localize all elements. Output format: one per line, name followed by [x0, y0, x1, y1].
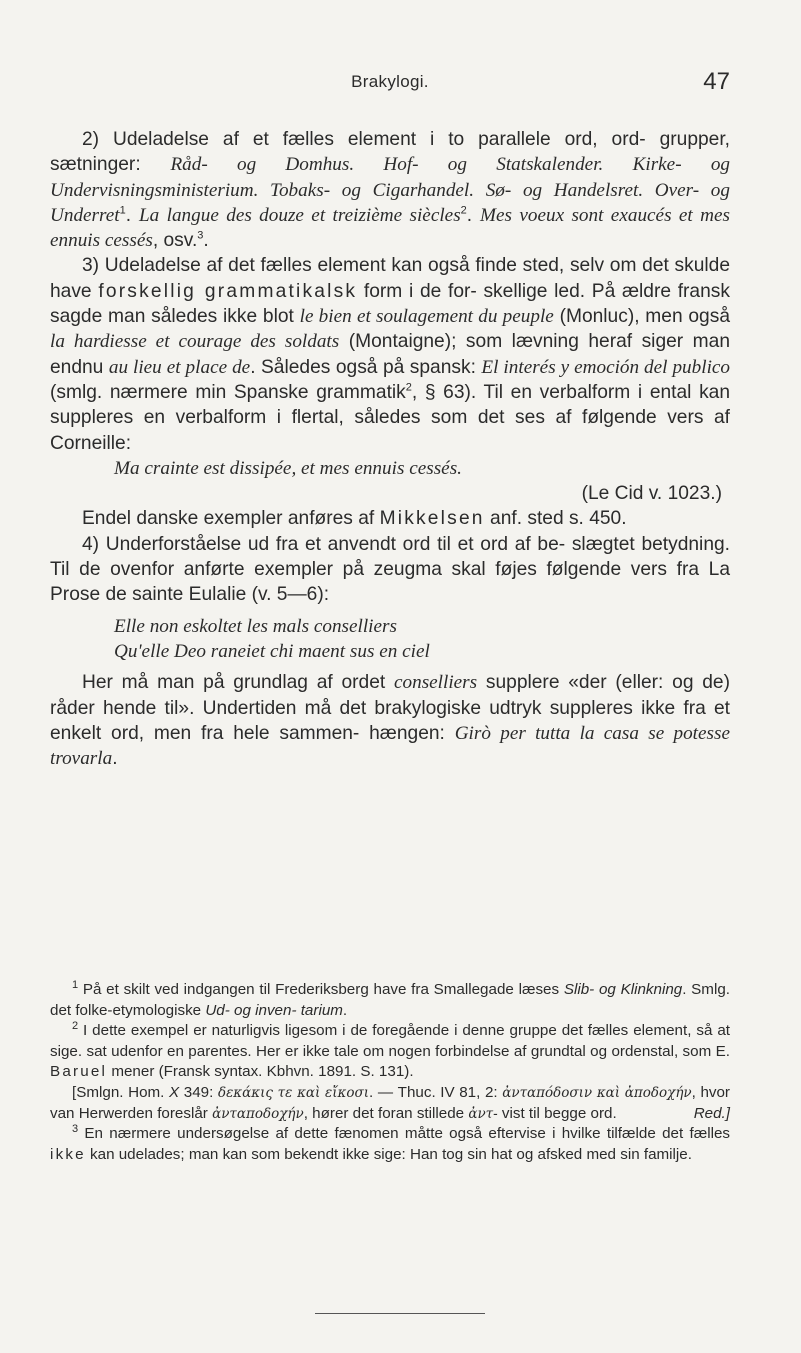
running-head: Brakylogi.	[351, 72, 429, 91]
footnote-1: $^1$ På et skilt ved indgangen til Frederiksberg have fra Smallegade læses Slib- og Klinkning. Smlg. det folke-etymologiske Ud- og inven- tarium.	[50, 978, 730, 1019]
paragraph-3: 3) Udeladelse af det fælles element kan også finde sted, selv om det skulde have forskellig grammatikalsk form i de for- skellige led. På ældre fransk sagde man således ikke blot le bien et soulagement du peuple (Monluc), men også la hardiesse et courage des soldats (Montaigne); som lævning heraf siger man endnu au lieu et place de. Således også på spansk: El interés y emoción del publico (smlg. nærmere min Spanske grammatik$^2$, § 63). Til en verbalform i ental kan suppleres en verbalform i flertal, således som det ses af følgende vers af Corneille:	[50, 255, 731, 454]
verse-line-1: Elle non eskoltet les mals conselliers	[114, 615, 397, 637]
paragraph-4: 4) Underforståelse ud fra et anvendt ord til et ord af be- slægtet betydning. Til de ovenfor anførte exempler på zeugma skal føjes følgende vers fra La Prose de sainte Eulalie (v. 5—6):	[50, 533, 730, 606]
page-header	[50, 68, 730, 100]
verse-quote: Ma crainte est dissipée, et mes ennuis cessés.	[114, 457, 462, 479]
verse-line-2: Qu'elle Deo raneiet chi maent sus en ciel	[114, 640, 430, 662]
page-number: 47	[703, 68, 730, 95]
footnotes	[50, 980, 730, 1165]
footnote-ref-3: 3	[197, 229, 204, 242]
footnote-ref-1: 1	[119, 204, 126, 217]
paragraph-her: Her må man på grundlag af ordet conselliers supplere «der (eller: og de) råder hende til». Undertiden må det brakylogiske udtryk suppleres ikke fra et enkelt ord, men fra hele sammen- hængen: Girò per tutta la casa se potesse trovarla.	[50, 672, 730, 770]
paragraph-2: 2) Udeladelse af et fælles element i to parallele ord, ord- grupper, sætninger: Råd- og Domhus. Hof- og Statskalender. Kirke- og Undervisningsministerium. Tobaks- og Cigarhandel. Sø- og Handelsret. Over- og Underret$^1$. La langue des douze et treizième siècles$^2$. Mes voeux sont exaucés et mes ennuis cessés, osv.$^3$.	[50, 129, 731, 252]
body-text	[50, 127, 730, 771]
footnote-2-editor-note: [Smlgn. Hom. X 349: δεκάκις τε καὶ εἴκοσι. — Thuc. IV 81, 2: ἀνταπόδοσιν καὶ ἀποδοχήν, hvor van Herwerden foreslår ἀνταποδοχήν, hører det foran stillede ἀντ- vist til begge ord. Red.]	[50, 1083, 730, 1122]
footnote-3: $^3$ En nærmere undersøgelse af dette fænomen måtte også eftervise i hvilke tilfælde det fælles ikke kan udelades; man kan som bekendt ikke sige: Han tog sin hat og afsked med sin familje.	[50, 1123, 730, 1163]
footnote-ref-2: 2	[460, 204, 467, 217]
bottom-rule	[315, 1313, 485, 1314]
verse-source: (Le Cid v. 1023.)	[581, 483, 722, 505]
footnote-2: $^2$ I dette exempel er naturligvis ligesom i de foregående i denne gruppe det fælles element, så at sige. sat udenfor en parentes. Her er ikke tale om nogen forbindelse af grundtal og ordenstal, som E. Baruel mener (Fransk syntax. Kbhvn. 1891. S. 131).	[50, 1020, 730, 1081]
paragraph-endel: Endel danske exempler anføres af Mikkelsen anf. sted s. 450.	[82, 508, 627, 530]
